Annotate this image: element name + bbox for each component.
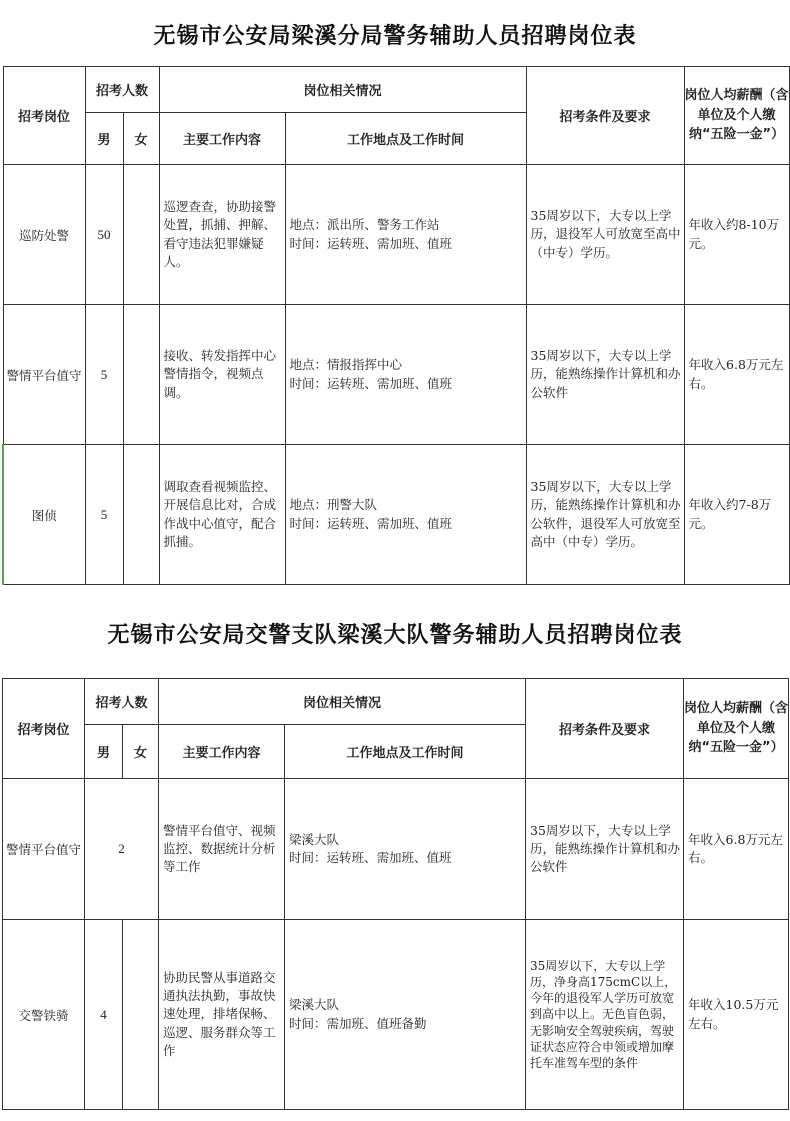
- salary-cell: 年收入约7-8万元。: [684, 445, 789, 585]
- post-cell: 交警铁骑: [3, 920, 85, 1110]
- conditions-cell: 35周岁以下，大专以上学历，能熟练操作计算机和办公软件: [526, 779, 684, 920]
- header-count: 招考人数: [85, 679, 159, 725]
- conditions-cell: 35周岁以下，大专以上学历，能熟练操作计算机和办公软件: [526, 305, 684, 445]
- time-text: 时间：运转班、需加班、值班: [289, 850, 452, 865]
- table2-title: 无锡市公安局交警支队梁溪大队警务辅助人员招聘岗位表: [107, 623, 683, 648]
- time-text: 时间：运转班、需加班、值班: [289, 375, 453, 391]
- recruitment-table-2: [2, 678, 789, 1110]
- location-text: 梁溪大队: [289, 997, 340, 1013]
- female-count-cell: [123, 920, 159, 1110]
- location-cell: [285, 165, 526, 305]
- male-count-cell: 5: [85, 305, 123, 445]
- content-cell: 巡逻查查，协助接警处置，抓捕、押解、看守违法犯罪嫌疑人。: [159, 165, 285, 305]
- header-male: 男: [85, 725, 123, 779]
- header-conditions: 招考条件及要求: [526, 67, 684, 165]
- header-post: 招考岗位: [3, 679, 85, 779]
- post-cell: 警情平台值守: [3, 779, 85, 920]
- salary-cell: 年收入6.8万元左右。: [684, 779, 789, 920]
- count-cell: 2: [85, 779, 159, 920]
- location-cell: [285, 445, 526, 585]
- table-row: [3, 305, 789, 445]
- header-location: 工作地点及工作时间: [285, 725, 526, 779]
- location-text: 地点：派出所、警务工作站: [289, 217, 440, 233]
- table-row: [3, 779, 789, 920]
- female-count-cell: [123, 305, 159, 445]
- header-related: 岗位相关情况: [159, 67, 526, 113]
- content-cell: 协助民警从事道路交通执法执勤，事故快速处理，排堵保畅、巡逻、服务群众等工作: [159, 920, 285, 1110]
- time-text: 时间：运转班、需加班、值班: [289, 235, 453, 251]
- recruitment-table-1: [2, 66, 790, 585]
- conditions-cell: 35周岁以下，大专以上学历，能熟练操作计算机和办公软件，退役军人可放宽至高中（中专）学历。: [526, 445, 684, 585]
- conditions-cell: 35周岁以下，大专以上学历，退役军人可放宽至高中（中专）学历。: [526, 165, 684, 305]
- content-cell: 接收、转发指挥中心警情指令，视频点调。: [159, 305, 285, 445]
- header-post: 招考岗位: [3, 67, 85, 165]
- table-row: [3, 920, 789, 1110]
- header-count: 招考人数: [85, 67, 159, 113]
- content-cell: 调取查看视频监控、开展信息比对，合成作战中心值守，配合抓捕。: [159, 445, 285, 585]
- location-text: 地点：情报指挥中心: [289, 357, 403, 373]
- time-text: 时间：运转班、需加班、值班: [289, 515, 453, 531]
- post-cell: 巡防处警: [3, 165, 85, 305]
- male-count-cell: 5: [85, 445, 123, 585]
- female-count-cell: [123, 165, 159, 305]
- location-cell: [285, 920, 526, 1110]
- header-female: 女: [123, 113, 159, 165]
- header-female: 女: [123, 725, 159, 779]
- post-cell: 警情平台值守: [3, 305, 85, 445]
- table1-title: 无锡市公安局梁溪分局警务辅助人员招聘岗位表: [153, 24, 637, 49]
- post-cell: 图侦: [3, 445, 85, 585]
- location-text: 地点：刑警大队: [289, 497, 378, 513]
- salary-cell: 年收入约8-10万元。: [684, 165, 789, 305]
- header-conditions: 招考条件及要求: [526, 679, 684, 779]
- table-row: [3, 165, 789, 305]
- location-text: 梁溪大队: [289, 831, 340, 847]
- conditions-cell: 35周岁以下，大专以上学历，净身高175cmC以上，今年的退役军人学历可放宽到高中以上。无色盲色弱，无影响安全驾驶疾病，驾驶证状态应符合申领或增加摩托车准驾车型的条件: [526, 920, 684, 1110]
- header-male: 男: [85, 113, 123, 165]
- header-location: 工作地点及工作时间: [285, 113, 526, 165]
- female-count-cell: [123, 445, 159, 585]
- header-salary: 岗位人均薪酬（含单位及个人缴纳“五险一金”）: [684, 679, 789, 779]
- header-salary: 岗位人均薪酬（含单位及个人缴纳“五险一金”）: [684, 67, 789, 165]
- location-cell: [285, 305, 526, 445]
- salary-cell: 年收入10.5万元左右。: [684, 920, 789, 1110]
- header-related: 岗位相关情况: [159, 679, 526, 725]
- time-text: 时间：需加班、值班备勤: [289, 1015, 427, 1031]
- table-row: [3, 445, 789, 585]
- content-cell: 警情平台值守、视频监控、数据统计分析等工作: [159, 779, 285, 920]
- location-cell: [285, 779, 526, 920]
- header-content: 主要工作内容: [159, 113, 285, 165]
- header-content: 主要工作内容: [159, 725, 285, 779]
- salary-cell: 年收入6.8万元左右。: [684, 305, 789, 445]
- male-count-cell: 4: [85, 920, 123, 1110]
- male-count-cell: 50: [85, 165, 123, 305]
